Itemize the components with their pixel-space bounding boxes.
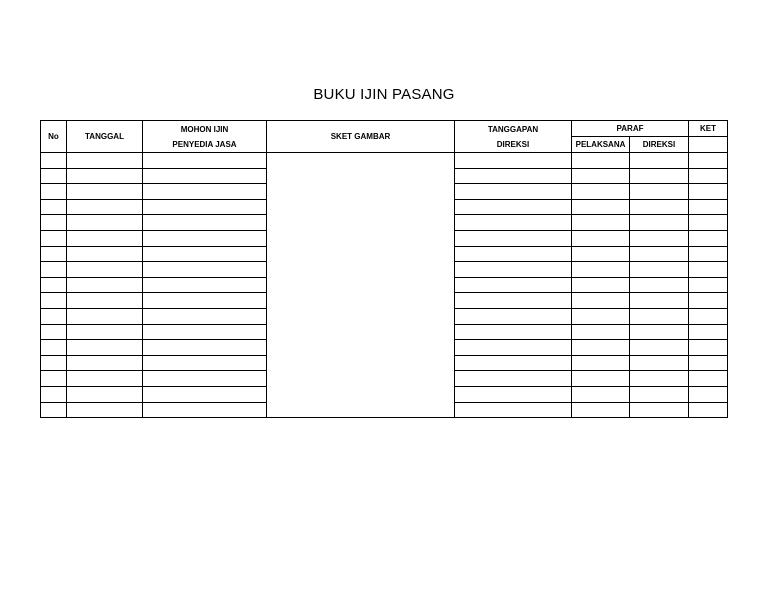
cell-tanggal [67,215,143,231]
header-mohon-ijin-line2: PENYEDIA JASA [172,139,237,149]
cell-mohon [143,153,267,169]
cell-direksi [630,371,689,387]
cell-tanggapan [455,277,572,293]
header-no: No [41,121,67,153]
cell-tanggal [67,230,143,246]
cell-pelaksana [572,402,630,418]
cell-no [41,402,67,418]
header-paraf: PARAF [572,121,689,137]
cell-tanggapan [455,371,572,387]
header-pelaksana: PELAKSANA [572,137,630,153]
cell-pelaksana [572,340,630,356]
cell-tanggal [67,262,143,278]
header-ket-blank [689,137,728,153]
cell-no [41,355,67,371]
cell-mohon [143,371,267,387]
cell-no [41,246,67,262]
header-tanggapan-line2: DIREKSI [496,139,530,149]
cell-tanggal [67,355,143,371]
cell-tanggal [67,184,143,200]
cell-tanggapan [455,246,572,262]
header-tanggapan [455,121,572,153]
cell-ket [689,230,728,246]
cell-pelaksana [572,184,630,200]
cell-direksi [630,215,689,231]
cell-direksi [630,184,689,200]
cell-no [41,262,67,278]
cell-mohon [143,308,267,324]
cell-mohon [143,402,267,418]
cell-mohon [143,262,267,278]
cell-pelaksana [572,371,630,387]
header-sket-gambar: SKET GAMBAR [267,121,455,153]
cell-ket [689,215,728,231]
cell-tanggapan [455,184,572,200]
cell-direksi [630,340,689,356]
cell-ket [689,355,728,371]
header-ket: KET [689,121,728,137]
table-row [41,153,728,169]
cell-tanggal [67,293,143,309]
cell-mohon [143,199,267,215]
cell-tanggal [67,324,143,340]
cell-no [41,215,67,231]
cell-tanggal [67,246,143,262]
cell-mohon [143,355,267,371]
cell-no [41,230,67,246]
cell-tanggapan [455,293,572,309]
cell-tanggapan [455,355,572,371]
cell-no [41,324,67,340]
cell-direksi [630,168,689,184]
cell-direksi [630,386,689,402]
cell-no [41,184,67,200]
cell-mohon [143,246,267,262]
cell-pelaksana [572,215,630,231]
cell-tanggapan [455,199,572,215]
cell-mohon [143,324,267,340]
cell-direksi [630,293,689,309]
header-tanggapan-line1: TANGGAPAN [487,124,539,134]
cell-tanggapan [455,262,572,278]
cell-tanggal [67,199,143,215]
cell-pelaksana [572,168,630,184]
cell-ket [689,153,728,169]
cell-ket [689,277,728,293]
cell-mohon [143,215,267,231]
cell-pelaksana [572,308,630,324]
cell-direksi [630,246,689,262]
document-title: BUKU IJIN PASANG [313,86,455,103]
cell-pelaksana [572,230,630,246]
cell-ket [689,340,728,356]
cell-ket [689,262,728,278]
cell-mohon [143,293,267,309]
cell-tanggapan [455,230,572,246]
cell-ket [689,324,728,340]
cell-pelaksana [572,262,630,278]
cell-tanggal [67,277,143,293]
cell-ket [689,308,728,324]
cell-mohon [143,386,267,402]
cell-direksi [630,324,689,340]
cell-tanggal [67,153,143,169]
cell-pelaksana [572,153,630,169]
header-direksi: DIREKSI [630,137,689,153]
cell-no [41,168,67,184]
cell-pelaksana [572,386,630,402]
cell-mohon [143,277,267,293]
cell-mohon [143,340,267,356]
table-body [41,153,728,418]
cell-mohon [143,184,267,200]
header-tanggal: TANGGAL [67,121,143,153]
cell-tanggal [67,168,143,184]
cell-pelaksana [572,277,630,293]
cell-tanggapan [455,308,572,324]
cell-ket [689,386,728,402]
cell-tanggapan [455,324,572,340]
cell-mohon [143,230,267,246]
cell-ket [689,168,728,184]
cell-direksi [630,402,689,418]
cell-ket [689,246,728,262]
cell-ket [689,199,728,215]
cell-pelaksana [572,293,630,309]
cell-pelaksana [572,246,630,262]
cell-pelaksana [572,199,630,215]
cell-no [41,199,67,215]
cell-tanggal [67,371,143,387]
cell-no [41,386,67,402]
cell-tanggal [67,308,143,324]
cell-tanggal [67,386,143,402]
header-mohon-ijin-line1: MOHON IJIN [180,124,229,134]
cell-tanggal [67,340,143,356]
cell-no [41,293,67,309]
cell-ket [689,293,728,309]
cell-no [41,308,67,324]
cell-pelaksana [572,355,630,371]
cell-tanggapan [455,153,572,169]
cell-tanggapan [455,402,572,418]
cell-no [41,153,67,169]
cell-tanggapan [455,386,572,402]
cell-ket [689,371,728,387]
cell-direksi [630,262,689,278]
sket-gambar-area [267,153,455,418]
cell-direksi [630,355,689,371]
cell-direksi [630,308,689,324]
cell-tanggapan [455,215,572,231]
cell-ket [689,184,728,200]
cell-direksi [630,230,689,246]
cell-direksi [630,199,689,215]
cell-direksi [630,153,689,169]
cell-no [41,371,67,387]
cell-pelaksana [572,324,630,340]
cell-tanggapan [455,168,572,184]
cell-mohon [143,168,267,184]
cell-tanggal [67,402,143,418]
cell-tanggapan [455,340,572,356]
cell-no [41,340,67,356]
permit-log-table [40,120,728,418]
header-mohon-ijin [143,121,267,153]
cell-no [41,277,67,293]
cell-direksi [630,277,689,293]
cell-ket [689,402,728,418]
